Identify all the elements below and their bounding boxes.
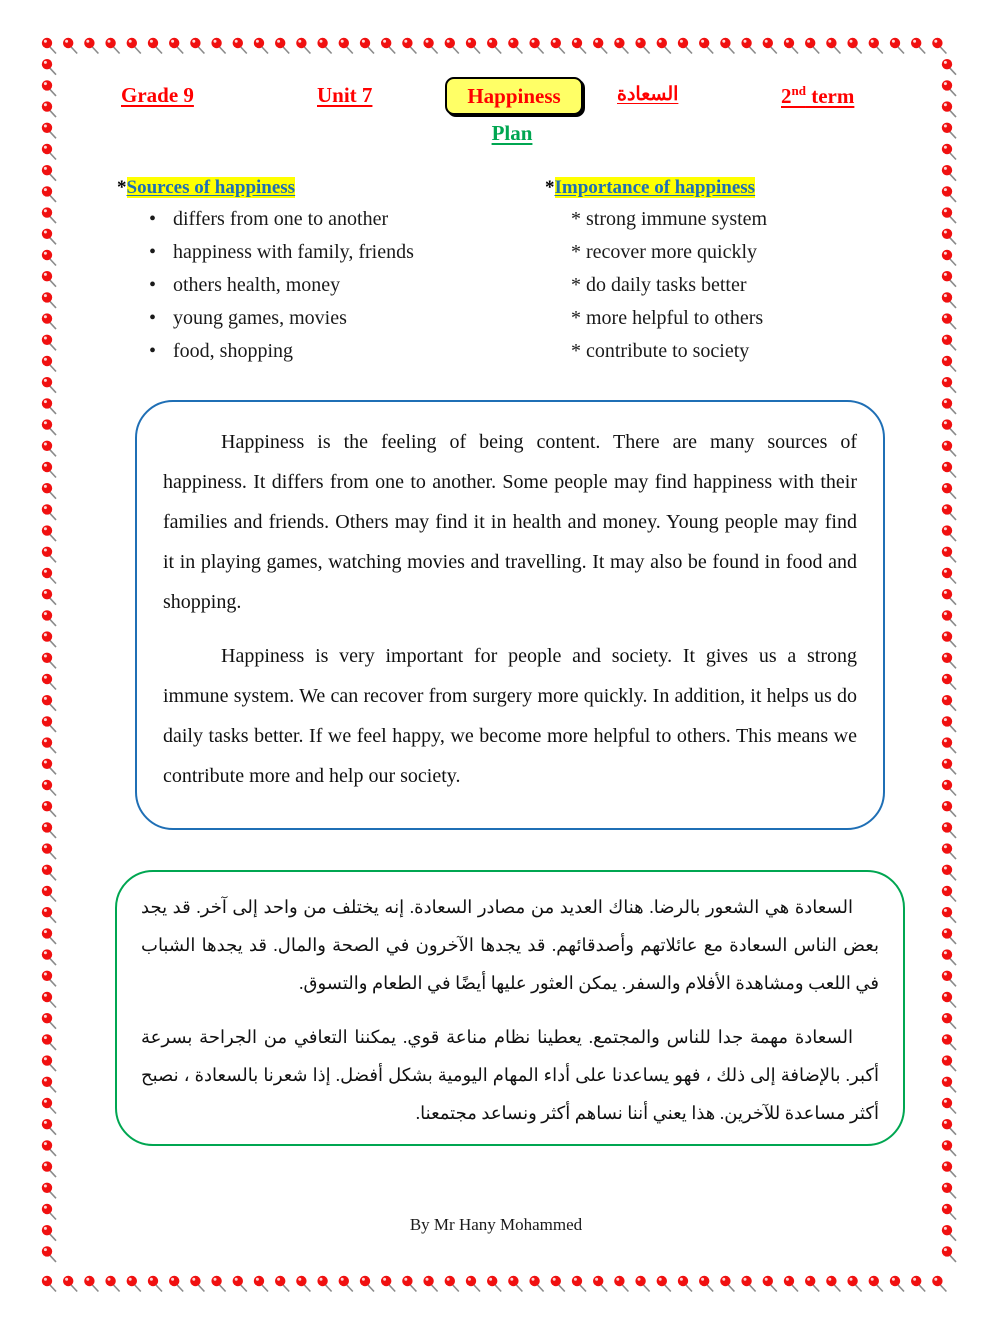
pushpin-icon [551, 38, 565, 54]
pushpin-icon [42, 780, 56, 796]
pushpin-icon [942, 377, 956, 393]
sources-heading-star: * [117, 177, 127, 198]
pushpin-icon [942, 547, 956, 563]
pushpin-icon [42, 186, 56, 202]
unit-label: Unit 7 [317, 83, 373, 107]
pushpin-icon [942, 822, 956, 838]
pushpin-icon [42, 737, 56, 753]
pushpin-icon [784, 38, 798, 54]
pushpin-icon [42, 123, 56, 139]
pushpin-icon [932, 1276, 946, 1292]
pushpin-icon [423, 38, 437, 54]
title-highlight-box [445, 77, 583, 115]
pushpin-icon [42, 165, 56, 181]
pushpin-icon [381, 1276, 395, 1292]
pushpin-icon [942, 441, 956, 457]
pushpin-icon [148, 1276, 162, 1292]
pushpin-icon [42, 865, 56, 881]
pushpin-icon [42, 525, 56, 541]
pushpin-icon [487, 1276, 501, 1292]
pushpin-icon [890, 38, 904, 54]
pushpin-icon [508, 38, 522, 54]
pushpin-icon [942, 1034, 956, 1050]
pushpin-icon [233, 1276, 247, 1292]
pushpin-icon [942, 1119, 956, 1135]
pushpin-icon [593, 1276, 607, 1292]
pushpin-icon [42, 271, 56, 287]
pushpin-icon [942, 229, 956, 245]
pushpin-icon [942, 186, 956, 202]
pushpin-icon [423, 1276, 437, 1292]
pushpin-icon [42, 419, 56, 435]
pushpin-icon [169, 38, 183, 54]
pushpin-icon [42, 822, 56, 838]
pushpin-icon [942, 80, 956, 96]
pushpin-icon [42, 589, 56, 605]
pushpin-icon [942, 1161, 956, 1177]
pushpin-icon [942, 144, 956, 160]
english-paragraph-1: Happiness is the feeling of being content. There are many sources of happiness. It differs from one to another. Some people may find happiness with their families and friends. Others may find it in health and money. Young people may find it in playing games, watching movies and travelling. It may also be found in food and shopping. [163, 431, 857, 613]
pushpin-icon [593, 38, 607, 54]
pushpin-icon [869, 1276, 883, 1292]
list-item: • young games, movies [117, 302, 497, 335]
pushpin-icon [63, 38, 77, 54]
pushpin-icon [942, 398, 956, 414]
pushpin-icon [42, 335, 56, 351]
arabic-translation-box [115, 870, 905, 1146]
pushpin-icon [942, 737, 956, 753]
pushpin-icon [942, 335, 956, 351]
pushpin-icon [42, 547, 56, 563]
pushpin-icon [942, 1140, 956, 1156]
pushpin-icon [402, 1276, 416, 1292]
pushpin-icon [211, 1276, 225, 1292]
pushpin-icon [42, 356, 56, 372]
pushpin-icon [741, 1276, 755, 1292]
pushpin-icon [942, 759, 956, 775]
pushpin-icon [720, 1276, 734, 1292]
pushpin-icon [254, 1276, 268, 1292]
pushpin-icon [847, 38, 861, 54]
pushpin-icon [42, 207, 56, 223]
pushpin-icon [381, 38, 395, 54]
importance-list [545, 203, 925, 368]
list-item: * recover more quickly [571, 241, 758, 263]
grade-label: Grade 9 [121, 83, 194, 107]
pushpin-icon [678, 38, 692, 54]
outline-columns [55, 177, 937, 372]
pushpin-icon [657, 1276, 671, 1292]
pushpin-icon [572, 1276, 586, 1292]
pushpin-icon [296, 1276, 310, 1292]
pushpin-icon [942, 907, 956, 923]
pushpin-icon [942, 1055, 956, 1071]
pushpin-icon [614, 38, 628, 54]
pushpin-icon [105, 1276, 119, 1292]
pushpin-icon [942, 653, 956, 669]
arabic-paragraph-2: السعادة مهمة جدا للناس والمجتمع. يعطينا نظام مناعة قوي. يمكننا التعافي من الجراحة بسرعة أكبر. بالإضافة إلى ذلك ، فهو يساعدنا على أداء المهام اليومية بشكل أفضل. إذا شعرنا بالسعادة ، نصبح أكثر مساعدة للآخرين. هذا يعني أننا نساهم أكثر ونساعد مجتمعنا. [141, 1027, 879, 1123]
pushpin-icon [805, 38, 819, 54]
pushpin-icon [942, 971, 956, 987]
pushpin-icon [42, 441, 56, 457]
pushpin-icon [508, 1276, 522, 1292]
pushpin-icon [529, 1276, 543, 1292]
pushpin-icon [42, 1077, 56, 1093]
pushpin-icon [942, 101, 956, 117]
pushpin-icon [942, 695, 956, 711]
pushpin-icon [84, 38, 98, 54]
pushpin-icon [942, 843, 956, 859]
pushpin-icon [296, 38, 310, 54]
pushpin-icon [942, 716, 956, 732]
pushpin-icon [360, 1276, 374, 1292]
document-header [55, 75, 937, 121]
list-item: * contribute to society [571, 340, 750, 362]
pushpin-icon [190, 1276, 204, 1292]
list-item: * do daily tasks better [571, 274, 747, 296]
arabic-paragraph-1: السعادة هي الشعور بالرضا. هناك العديد من مصادر السعادة. إنه يختلف من واحد إلى آخر. قد يجد بعض الناس السعادة مع عائلاتهم وأصدقائهم. قد يجدها الآخرون في الصحة والمال. قد يجدها الشباب في اللعب ومشاهدة الأفلام والسفر. يمكن العثور عليها أيضًا في الطعام والتسوق. [141, 897, 879, 993]
sources-heading-text: Sources of happiness [126, 177, 296, 198]
pushpin-icon [42, 568, 56, 584]
pushpin-icon [42, 971, 56, 987]
pushpin-icon [699, 1276, 713, 1292]
pushpin-icon [529, 38, 543, 54]
pushpin-icon [942, 631, 956, 647]
pushpin-icon [942, 610, 956, 626]
pushpin-icon [942, 483, 956, 499]
pushpin-icon [942, 356, 956, 372]
list-item: * strong immune system [571, 208, 768, 230]
pushpin-icon [42, 250, 56, 266]
pushpin-icon [942, 949, 956, 965]
pushpin-icon [635, 1276, 649, 1292]
pushpin-icon [42, 674, 56, 690]
importance-heading-star: * [545, 177, 555, 198]
pushpin-icon [942, 207, 956, 223]
pushpin-icon [42, 1013, 56, 1029]
importance-heading-text: Importance of happiness [554, 177, 756, 198]
list-item: • differs from one to another [117, 203, 497, 236]
pushpin-icon [42, 229, 56, 245]
pushpin-icon [445, 38, 459, 54]
pushpin-icon [211, 38, 225, 54]
pushpin-icon [42, 59, 56, 75]
importance-heading [545, 177, 925, 199]
pushpin-icon [42, 928, 56, 944]
pushpin-icon [942, 250, 956, 266]
list-item: • food, shopping [117, 335, 497, 368]
pushpin-icon [402, 38, 416, 54]
pushpin-icon [42, 292, 56, 308]
pushpin-icon [42, 1119, 56, 1135]
pushpin-icon [42, 504, 56, 520]
pushpin-icon [942, 1098, 956, 1114]
pushpin-icon [42, 1276, 56, 1292]
pushpin-icon [42, 992, 56, 1008]
sources-heading [117, 177, 497, 199]
pushpin-icon [42, 483, 56, 499]
pushpin-icon [942, 292, 956, 308]
pushpin-icon [42, 1204, 56, 1220]
pushpin-icon [942, 674, 956, 690]
term-label [781, 83, 854, 109]
pushpin-icon [360, 38, 374, 54]
pushpin-icon [42, 313, 56, 329]
pushpin-icon [911, 38, 925, 54]
pushpin-icon [42, 1055, 56, 1071]
pushpin-icon [445, 1276, 459, 1292]
pushpin-icon [169, 1276, 183, 1292]
pushpin-icon [105, 38, 119, 54]
page-content [55, 55, 937, 1265]
pushpin-icon [942, 568, 956, 584]
pushpin-icon [763, 1276, 777, 1292]
pushpin-icon [942, 992, 956, 1008]
pushpin-icon [657, 38, 671, 54]
pushpin-icon [42, 1183, 56, 1199]
pushpin-icon [942, 504, 956, 520]
list-item: * more helpful to others [571, 307, 764, 329]
pushpin-icon [678, 1276, 692, 1292]
pushpin-icon [84, 1276, 98, 1292]
pushpin-icon [42, 377, 56, 393]
pushpin-icon [317, 38, 331, 54]
pushpin-icon [942, 1013, 956, 1029]
pushpin-icon [942, 1183, 956, 1199]
pushpin-icon [275, 1276, 289, 1292]
pushpin-icon [339, 1276, 353, 1292]
pushpin-icon [42, 1225, 56, 1241]
pushpin-icon [42, 38, 56, 54]
pushpin-icon [763, 38, 777, 54]
pushpin-icon [942, 1225, 956, 1241]
pushpin-icon [127, 1276, 141, 1292]
pushpin-icon [42, 843, 56, 859]
pushpin-icon [42, 759, 56, 775]
pushpin-icon [942, 525, 956, 541]
pushpin-icon [42, 80, 56, 96]
list-item: • others health, money [117, 269, 497, 302]
term-ordinal-suffix: nd [791, 83, 806, 98]
pushpin-icon [42, 1246, 56, 1262]
pushpin-icon [42, 1140, 56, 1156]
sources-list [117, 203, 497, 368]
pushpin-icon [42, 1161, 56, 1177]
importance-column [545, 177, 925, 368]
pushpin-icon [572, 38, 586, 54]
pushpin-icon [42, 1034, 56, 1050]
pushpin-icon [942, 59, 956, 75]
pushpin-icon [42, 801, 56, 817]
pushpin-icon [42, 1098, 56, 1114]
pushpin-icon [254, 38, 268, 54]
pushpin-icon [42, 610, 56, 626]
pushpin-icon [942, 928, 956, 944]
pushpin-icon [317, 1276, 331, 1292]
plan-line [55, 121, 937, 155]
pushpin-icon [869, 38, 883, 54]
pushpin-icon [466, 38, 480, 54]
title-arabic-label: السعادة [617, 84, 679, 105]
pushpin-icon [190, 38, 204, 54]
pushpin-icon [42, 886, 56, 902]
pushpin-icon [942, 462, 956, 478]
pushpin-icon [42, 907, 56, 923]
footer-credit: By Mr Hany Mohammed [409, 1215, 583, 1234]
english-paragraph-2: Happiness is very important for people and society. It gives us a strong immune system. We can recover from surgery more quickly. In addition, it helps us do daily tasks better. If we feel happy, we become more helpful to others. This means we contribute more and help our society. [163, 645, 857, 787]
pushpin-icon [551, 1276, 565, 1292]
pushpin-icon [784, 1276, 798, 1292]
pushpin-icon [233, 38, 247, 54]
pushpin-icon [339, 38, 353, 54]
pushpin-icon [635, 38, 649, 54]
plan-label: Plan [491, 121, 533, 145]
pushpin-icon [942, 589, 956, 605]
pushpin-icon [720, 38, 734, 54]
pushpin-icon [42, 101, 56, 117]
term-word: term [805, 84, 855, 108]
pushpin-icon [942, 801, 956, 817]
pushpin-icon [942, 886, 956, 902]
pushpin-icon [741, 38, 755, 54]
pushpin-icon [42, 695, 56, 711]
pushpin-icon [942, 1204, 956, 1220]
pushpin-icon [42, 716, 56, 732]
pushpin-icon [487, 38, 501, 54]
pushpin-icon [942, 1246, 956, 1262]
pushpin-icon [42, 144, 56, 160]
pushpin-icon [275, 38, 289, 54]
pushpin-icon [63, 1276, 77, 1292]
pushpin-icon [42, 949, 56, 965]
pushpin-icon [826, 1276, 840, 1292]
pushpin-icon [932, 38, 946, 54]
pushpin-icon [942, 313, 956, 329]
term-number: 2 [781, 84, 792, 108]
pushpin-icon [42, 631, 56, 647]
pushpin-icon [127, 38, 141, 54]
pushpin-icon [942, 271, 956, 287]
pushpin-icon [148, 38, 162, 54]
pushpin-icon [942, 1077, 956, 1093]
title-text: Happiness [467, 83, 561, 108]
pushpin-icon [466, 1276, 480, 1292]
pushpin-icon [942, 419, 956, 435]
english-essay-box [135, 400, 885, 830]
sources-column [117, 177, 497, 368]
pushpin-icon [826, 38, 840, 54]
pushpin-icon [847, 1276, 861, 1292]
pushpin-icon [42, 653, 56, 669]
pushpin-icon [699, 38, 713, 54]
list-item: • happiness with family, friends [117, 236, 497, 269]
pushpin-icon [805, 1276, 819, 1292]
pushpin-icon [942, 123, 956, 139]
pushpin-icon [942, 165, 956, 181]
pushpin-icon [890, 1276, 904, 1292]
pushpin-icon [942, 865, 956, 881]
pushpin-icon [911, 1276, 925, 1292]
pushpin-icon [42, 398, 56, 414]
pushpin-icon [942, 780, 956, 796]
pushpin-icon [42, 462, 56, 478]
pushpin-icon [614, 1276, 628, 1292]
